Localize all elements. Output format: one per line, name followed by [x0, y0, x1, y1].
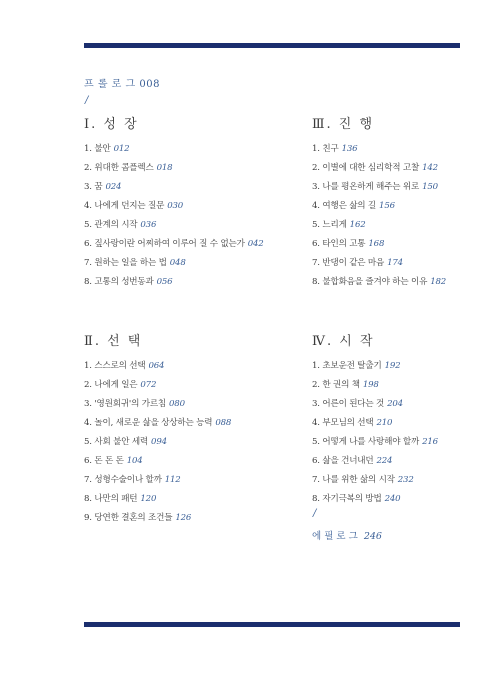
toc-entry-title: 초보운전 탈출기 — [322, 361, 382, 371]
toc-entry[interactable] — [312, 435, 500, 454]
toc-entry[interactable] — [84, 180, 274, 199]
toc-entry[interactable] — [312, 416, 500, 435]
top-rule — [84, 43, 460, 48]
toc-entry[interactable] — [84, 256, 274, 275]
toc-entry-page: 120 — [140, 494, 157, 504]
epilogue-entry[interactable] — [312, 528, 382, 542]
section-title: Ⅲ. 진 행 — [312, 117, 375, 132]
toc-entry-title: 나를 위한 삶의 시작 — [322, 475, 395, 485]
toc-entry-title: 반댕이 같은 마음 — [322, 258, 385, 268]
toc-entry[interactable] — [312, 256, 500, 275]
toc-entry-number: 1. — [312, 361, 320, 371]
toc-entry[interactable] — [84, 511, 274, 530]
toc-entry-title: 관계의 시작 — [94, 220, 138, 230]
toc-entry-number: 1. — [312, 144, 320, 154]
toc-entry-page: 018 — [156, 163, 173, 173]
toc-entry-page: 080 — [169, 399, 185, 409]
toc-entry[interactable] — [84, 161, 274, 180]
toc-entry-title: 원하는 일을 하는 법 — [94, 258, 167, 268]
section-title: Ⅱ. 선 택 — [84, 334, 143, 349]
toc-entry[interactable] — [312, 142, 500, 161]
toc-entry-page: 232 — [397, 475, 414, 485]
section-title: Ⅰ. 성 장 — [84, 117, 139, 132]
toc-entry[interactable] — [84, 237, 274, 256]
section-3 — [312, 113, 500, 294]
toc-entry-number: 8. — [312, 494, 320, 504]
prologue-entry[interactable] — [84, 75, 160, 90]
epilogue-label: 에 필 로 그 — [312, 531, 358, 542]
toc-entry[interactable] — [84, 378, 274, 397]
toc-entry-page: 192 — [384, 361, 401, 371]
toc-entry-number: 4. — [312, 201, 320, 211]
toc-entry-number: 8. — [84, 277, 92, 287]
toc-entry-page: 198 — [362, 380, 379, 390]
toc-entry-page: 174 — [387, 258, 403, 268]
toc-entry-title: 짚사랑이란 어찌하여 이루어 질 수 없는가 — [94, 239, 245, 249]
toc-entry-number: 7. — [84, 475, 92, 485]
toc-entry[interactable] — [84, 454, 274, 473]
toc-entry[interactable] — [84, 359, 274, 378]
toc-entry[interactable] — [84, 397, 274, 416]
toc-entry-title: 당연한 결혼의 조건들 — [94, 513, 173, 523]
section-4-list — [312, 359, 500, 511]
epilogue-page: 246 — [363, 531, 382, 542]
prologue-page: 008 — [139, 79, 160, 90]
toc-entry-number: 4. — [84, 201, 92, 211]
bottom-rule — [84, 622, 460, 627]
toc-entry-number: 6. — [84, 239, 92, 249]
toc-entry-page: 162 — [349, 220, 366, 230]
toc-entry-page: 104 — [126, 456, 143, 466]
toc-entry-title: 나에게 던지는 질문 — [94, 201, 165, 211]
toc-entry-page: 064 — [148, 361, 165, 371]
toc-entry-title: 타인의 고통 — [322, 239, 366, 249]
toc-entry[interactable] — [84, 416, 274, 435]
section-3-list — [312, 142, 500, 294]
toc-entry[interactable] — [312, 454, 500, 473]
toc-entry[interactable] — [312, 473, 500, 492]
toc-entry-number: 7. — [84, 258, 92, 268]
toc-entry[interactable] — [84, 435, 274, 454]
toc-entry-number: 4. — [312, 418, 320, 428]
separator-slash: / — [313, 508, 317, 519]
toc-entry-number: 5. — [312, 437, 320, 447]
toc-entry-title: 돈 돈 돈 — [94, 456, 124, 466]
toc-entry-page: 136 — [341, 144, 358, 154]
toc-entry-page: 126 — [175, 513, 192, 523]
toc-entry[interactable] — [84, 199, 274, 218]
toc-entry-title: 친구 — [322, 144, 339, 154]
toc-entry-page: 142 — [422, 163, 438, 173]
toc-entry-page: 088 — [215, 418, 232, 428]
toc-entry-page: 216 — [422, 437, 438, 447]
toc-entry-page: 210 — [376, 418, 393, 428]
toc-entry-title: 나만의 패턴 — [94, 494, 138, 504]
toc-entry-number: 1. — [84, 361, 92, 371]
toc-entry-page: 072 — [140, 380, 157, 390]
toc-entry-page: 012 — [113, 144, 130, 154]
toc-entry-number: 5. — [84, 437, 92, 447]
toc-entry[interactable] — [84, 142, 274, 161]
toc-entry-title: 어떻게 나를 사랑해야 할까 — [322, 437, 420, 447]
toc-entry-title: 놀이, 새로운 삶을 상상하는 능력 — [94, 418, 213, 428]
toc-entry[interactable] — [312, 378, 500, 397]
toc-entry-number: 6. — [84, 456, 92, 466]
toc-entry-number: 6. — [312, 239, 320, 249]
toc-entry-number: 5. — [84, 220, 92, 230]
toc-entry[interactable] — [84, 275, 274, 294]
toc-entry-title: 불합화음을 즐겨야 하는 이유 — [322, 277, 428, 287]
toc-entry-page: 030 — [167, 201, 184, 211]
toc-entry-title: 나를 평온하게 해주는 위로 — [322, 182, 420, 192]
toc-entry-page: 024 — [105, 182, 122, 192]
toc-entry-page: 182 — [430, 277, 446, 287]
toc-entry-title: 성형수술이나 할까 — [94, 475, 162, 485]
toc-entry-number: 2. — [312, 380, 320, 390]
prologue-label: 프 롤 로 그 — [84, 79, 136, 90]
toc-entry-title: 꿈 — [94, 182, 103, 192]
toc-entry-title: 불안 — [94, 144, 111, 154]
section-2 — [84, 330, 274, 530]
toc-entry-page: 048 — [169, 258, 186, 268]
toc-entry-number: 8. — [84, 494, 92, 504]
toc-entry-title: 고통의 성번동과 — [94, 277, 154, 287]
toc-entry-page: 156 — [379, 201, 395, 211]
toc-entry[interactable] — [312, 492, 500, 511]
toc-entry-number: 6. — [312, 456, 320, 466]
toc-entry-number: 8. — [312, 277, 320, 287]
toc-entry-title: 어른이 된다는 것 — [322, 399, 385, 409]
toc-entry-number: 5. — [312, 220, 320, 230]
toc-entry[interactable] — [312, 275, 500, 294]
toc-entry-number: 7. — [312, 258, 320, 268]
toc-entry[interactable] — [312, 199, 500, 218]
toc-entry-page: 056 — [156, 277, 173, 287]
toc-entry-title: 여행은 삶의 길 — [322, 201, 377, 211]
toc-entry-title: 한 권의 책 — [322, 380, 360, 390]
toc-entry[interactable] — [312, 359, 500, 378]
toc-entry-number: 3. — [84, 182, 92, 192]
toc-entry-page: 168 — [368, 239, 385, 249]
toc-entry-title: 자기극복의 방법 — [322, 494, 382, 504]
toc-entry-number: 4. — [84, 418, 92, 428]
toc-entry-number: 2. — [84, 380, 92, 390]
toc-entry-page: 042 — [247, 239, 264, 249]
toc-entry[interactable] — [84, 218, 274, 237]
toc-entry-page: 094 — [151, 437, 167, 447]
toc-entry-page: 112 — [164, 475, 181, 485]
toc-entry-title: 느리게 — [322, 220, 347, 230]
toc-entry-page: 240 — [384, 494, 401, 504]
toc-entry-number: 9. — [84, 513, 92, 523]
section-2-list — [84, 359, 274, 530]
toc-entry-page: 204 — [387, 399, 403, 409]
toc-entry[interactable] — [312, 218, 500, 237]
toc-entry[interactable] — [312, 161, 500, 180]
toc-entry-number: 2. — [84, 163, 92, 173]
toc-entry-number: 3. — [312, 182, 320, 192]
toc-entry[interactable] — [84, 492, 274, 511]
toc-entry-number: 7. — [312, 475, 320, 485]
toc-entry-title: 부모님의 선택 — [322, 418, 374, 428]
toc-entry-number: 1. — [84, 144, 92, 154]
toc-entry-title: 사회 불안 세력 — [94, 437, 149, 447]
section-1 — [84, 113, 274, 294]
section-1-list — [84, 142, 274, 294]
toc-entry-number: 2. — [312, 163, 320, 173]
toc-entry[interactable] — [312, 237, 500, 256]
toc-entry[interactable] — [312, 180, 500, 199]
toc-entry-page: 036 — [140, 220, 157, 230]
toc-entry-number: 3. — [312, 399, 320, 409]
toc-entry-page: 224 — [376, 456, 393, 466]
section-title: Ⅳ. 시 작 — [312, 334, 375, 349]
toc-entry-title: '영원회귀'의 가르침 — [94, 399, 167, 409]
toc-entry-title: 위대한 콤플렉스 — [94, 163, 154, 173]
toc-entry-number: 3. — [84, 399, 92, 409]
toc-entry-title: 스스로의 선택 — [94, 361, 146, 371]
toc-entry-page: 150 — [422, 182, 438, 192]
toc-entry-title: 삶을 건너내던 — [322, 456, 374, 466]
toc-entry[interactable] — [312, 397, 500, 416]
toc-entry-title: 이별에 대한 심리학적 고찰 — [322, 163, 420, 173]
separator-slash: / — [85, 95, 89, 106]
section-4 — [312, 330, 500, 511]
toc-entry-title: 나에게 일은 — [94, 380, 138, 390]
toc-entry[interactable] — [84, 473, 274, 492]
